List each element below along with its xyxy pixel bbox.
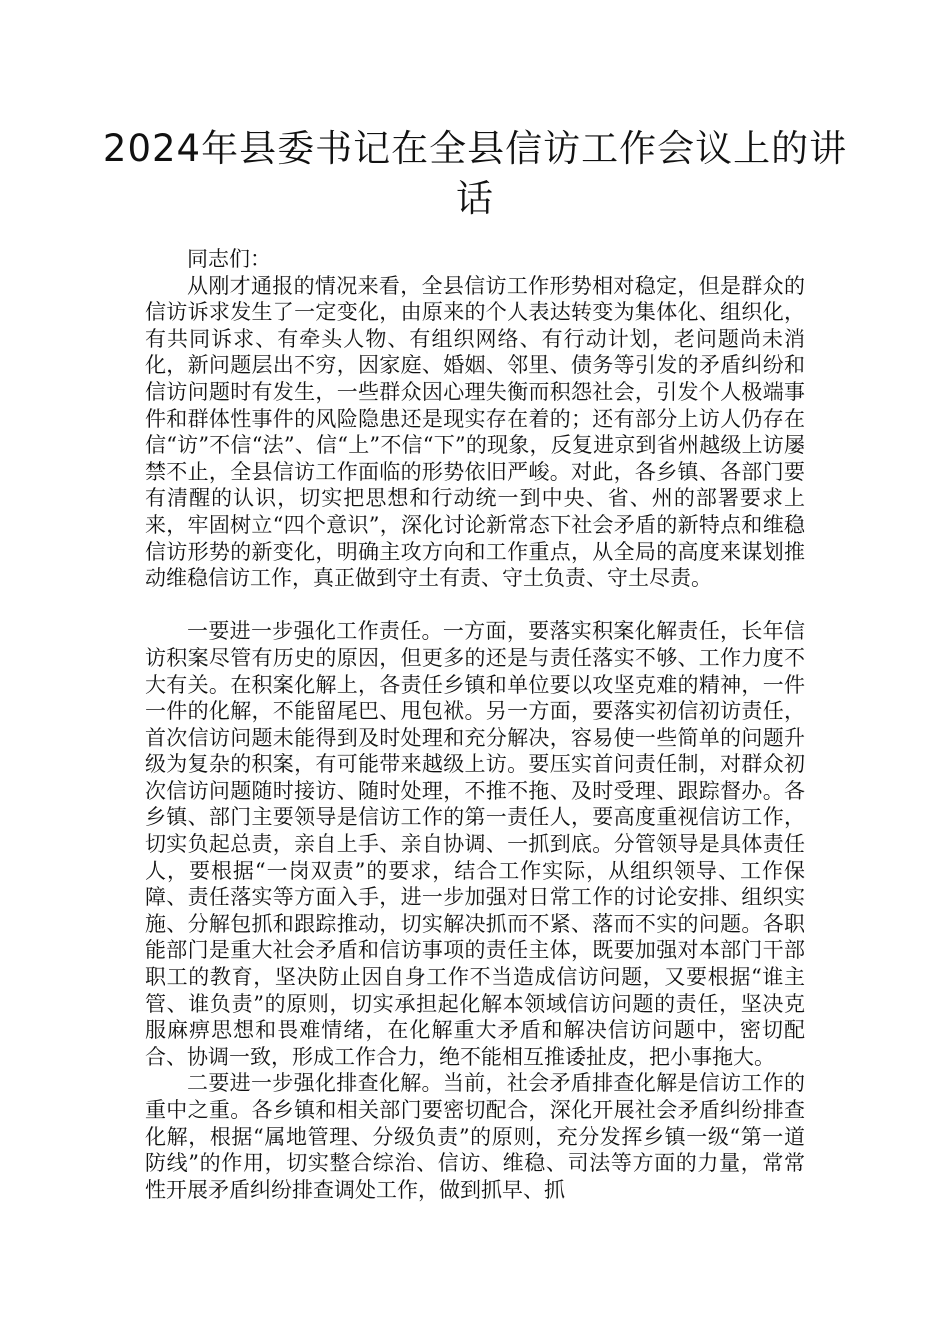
- document-body: [145, 246, 805, 1203]
- paragraph-point-one: 一要进一步强化工作责任。一方面，要落实积案化解责任，长年信访积案尽管有历史的原因，但更多的还是与责任落实不够、工作力度不大有关。在积案化解上，各责任乡镇和单位要以攻坚克难的精神，一件一件的化解，不能留尾巴、甩包袱。另一方面，要落实初信初访责任，首次信访问题未能得到及时处理和充分解决，容易使一些简单的问题升级为复杂的积案，有可能带来越级上访。要压实首问责任制，对群众初次信访问题随时接访、随时处理，不推不拖、及时受理、跟踪督办。各乡镇、部门主要领导是信访工作的第一责任人，要高度重视信访工作，切实负起总责，亲自上手、亲自协调、一抓到底。分管领导是具体责任人，要根据“一岗双责”的要求，结合工作实际，从组织领导、工作保障、责任落实等方面入手，进一步加强对日常工作的讨论安排、组织实施、分解包抓和跟踪推动，切实解决抓而不紧、落而不实的问题。各职能部门是重大社会矛盾和信访事项的责任主体，既要加强对本部门干部职工的教育，坚决防止因自身工作不当造成信访问题，又要根据“谁主管、谁负责”的原则，切实承担起化解本领域信访问题的责任，坚决克服麻痹思想和畏难情绪，在化解重大矛盾和解决信访问题中，密切配合、协调一致，形成工作合力，绝不能相互推诿扯皮，把小事拖大。: [145, 619, 805, 1069]
- paragraph-point-two: 二要进一步强化排查化解。当前，社会矛盾排查化解是信访工作的重中之重。各乡镇和相关部门要密切配合，深化开展社会矛盾纠纷排查化解，根据“属地管理、分级负责”的原则，充分发挥乡镇一级“第一道防线”的作用，切实整合综治、信访、维稳、司法等方面的力量，常常性开展矛盾纠纷排查调处工作，做到抓早、抓: [145, 1071, 805, 1202]
- paragraph-intro: 从刚才通报的情况来看，全县信访工作形势相对稳定，但是群众的信访诉求发生了一定变化，由原来的个人表达转变为集体化、组织化，有共同诉求、有牵头人物、有组织网络、有行动计划，老问题尚未消化，新问题层出不穷，因家庭、婚姻、邻里、债务等引发的矛盾纠纷和信访问题时有发生，一些群众因心理失衡而积怨社会，引发个人极端事件和群体性事件的风险隐患还是现实存在着的；还有部分上访人仍存在信“访”不信“法”、信“上”不信“下”的现象，反复进京到省州越级上访屡禁不止，全县信访工作面临的形势依旧严峻。对此，各乡镇、各部门要有清醒的认识，切实把思想和行动统一到中央、省、州的部署要求上来，牢固树立“四个意识”，深化讨论新常态下社会矛盾的新特点和维稳信访形势的新变化，明确主攻方向和工作重点，从全局的高度来谋划推动维稳信访工作，真正做到守土有责、守土负责、守土尽责。: [145, 273, 805, 591]
- salutation: 同志们：: [187, 247, 271, 271]
- paragraph-spacer: [145, 592, 805, 619]
- document-title: 2024年县委书记在全县信访工作会议上的讲话: [102, 127, 848, 220]
